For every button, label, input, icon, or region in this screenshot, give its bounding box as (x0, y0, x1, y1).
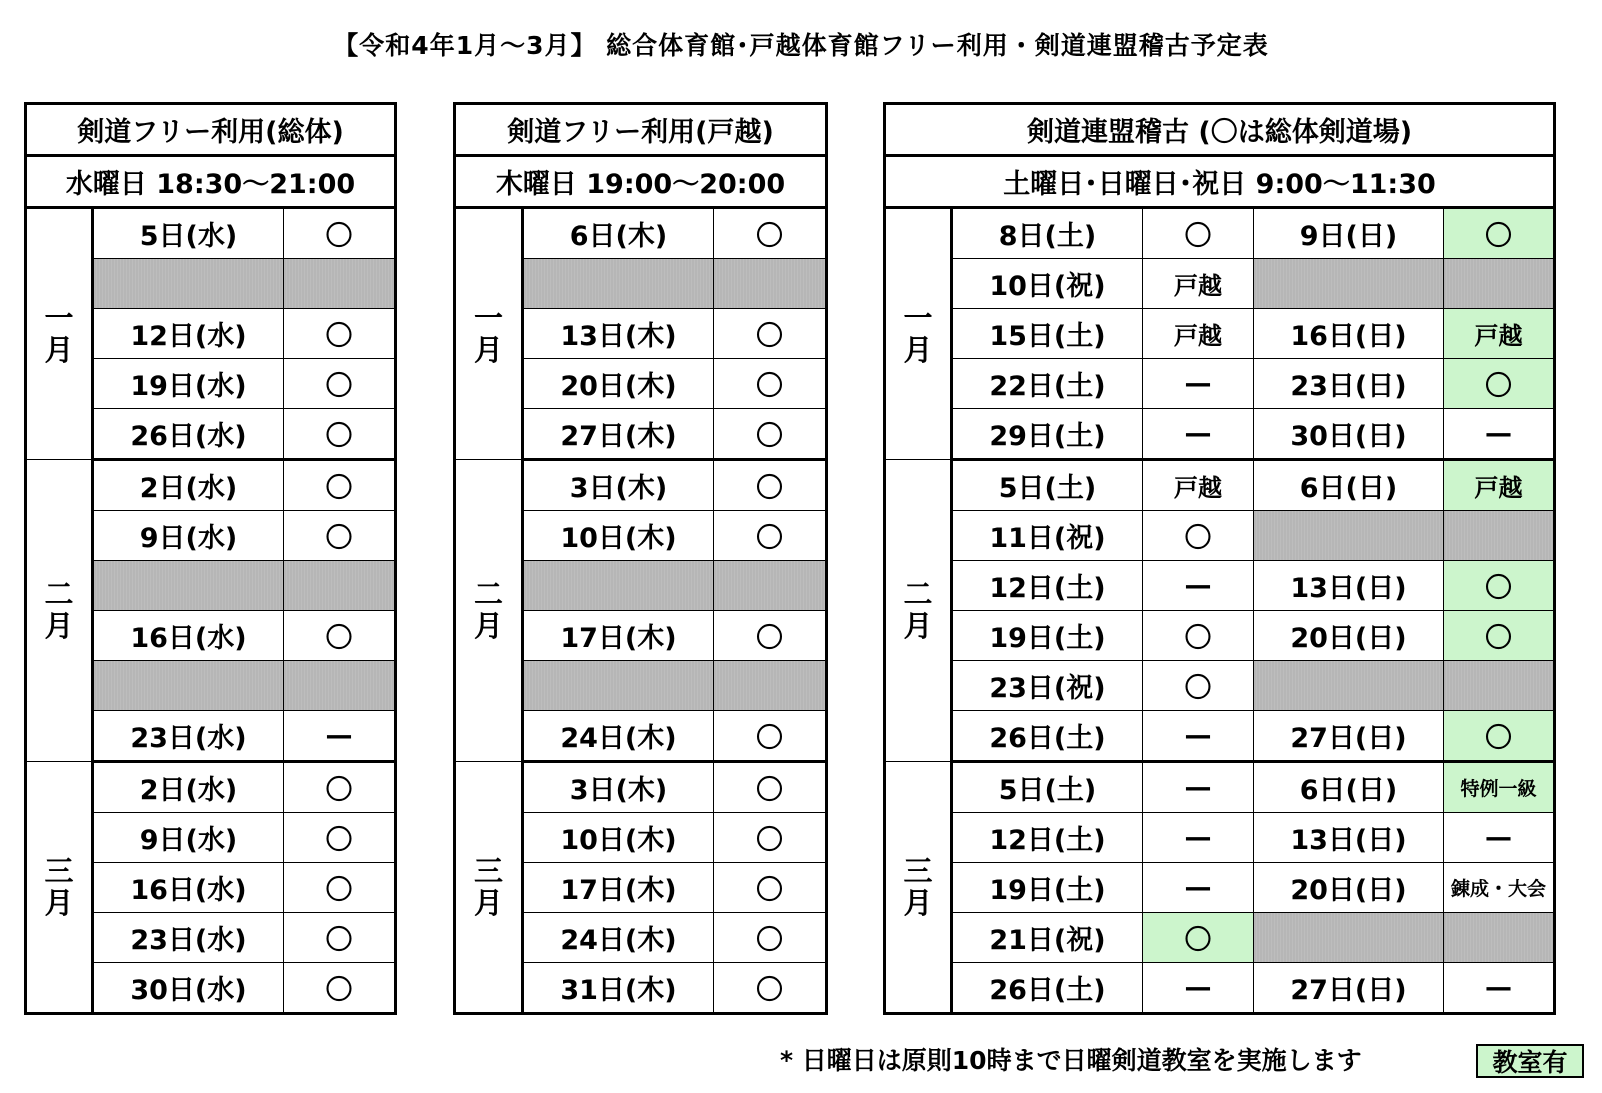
month-label-text: 一 月 (473, 300, 503, 367)
date-cell: 26日(土) (952, 711, 1143, 762)
mark-cell: 〇 (714, 963, 827, 1014)
table-row (26, 762, 396, 813)
mark-cell: 〇 (284, 359, 396, 409)
mark-cell: — (1143, 963, 1254, 1014)
table-row (455, 460, 827, 511)
table-row (885, 913, 1555, 963)
month-label-text: 二 月 (44, 577, 74, 643)
empty-cell (523, 661, 714, 711)
empty-cell (714, 661, 827, 711)
date-cell: 27日(日) (1254, 711, 1444, 762)
mark-cell: 〇 (714, 813, 827, 863)
table-title: 剣道フリー利用(戸越) (455, 104, 827, 156)
date-cell: 9日(日) (1254, 208, 1444, 259)
month-label (455, 460, 523, 762)
mark-cell: 〇 (1444, 359, 1555, 409)
mark-cell: 〇 (284, 963, 396, 1014)
table-schedule: 水曜日 18:30～21:00 (26, 156, 396, 208)
mark-cell: 〇 (1143, 208, 1254, 259)
date-cell: 23日(祝) (952, 661, 1143, 711)
mark-cell: 〇 (284, 309, 396, 359)
table-row (885, 561, 1555, 611)
month-label (455, 208, 523, 460)
date-cell: 26日(土) (952, 963, 1143, 1014)
empty-cell (1444, 259, 1555, 309)
date-cell: 24日(木) (523, 711, 714, 762)
table-row (885, 208, 1555, 259)
mark-cell: 〇 (714, 511, 827, 561)
mark-cell: 〇 (714, 762, 827, 813)
mark-cell: 〇 (284, 762, 396, 813)
date-cell: 10日(木) (523, 813, 714, 863)
empty-cell (284, 259, 396, 309)
table-row (885, 309, 1555, 359)
date-cell: 20日(日) (1254, 611, 1444, 661)
mark-cell: 〇 (284, 913, 396, 963)
month-label (885, 208, 952, 460)
date-cell: 5日(水) (93, 208, 284, 259)
date-cell: 11日(祝) (952, 511, 1143, 561)
date-cell: 19日(水) (93, 359, 284, 409)
table-title: 剣道連盟稽古 (〇は総体剣道場) (885, 104, 1555, 156)
date-cell: 17日(木) (523, 611, 714, 661)
table-row (455, 762, 827, 813)
date-cell: 22日(土) (952, 359, 1143, 409)
mark-cell: — (1143, 409, 1254, 460)
renmei-table (883, 102, 1556, 1015)
mark-cell: 〇 (284, 813, 396, 863)
date-cell: 6日(木) (523, 208, 714, 259)
date-cell: 12日(土) (952, 813, 1143, 863)
month-label-text: 三 月 (473, 853, 503, 920)
date-cell: 17日(木) (523, 863, 714, 913)
table-row (885, 762, 1555, 813)
date-cell: 27日(木) (523, 409, 714, 460)
table-row (885, 460, 1555, 511)
mark-cell: 戸越 (1143, 259, 1254, 309)
date-cell: 10日(木) (523, 511, 714, 561)
date-cell: 13日(日) (1254, 561, 1444, 611)
mark-cell: 錬成・大会 (1444, 863, 1555, 913)
mark-cell: 〇 (714, 863, 827, 913)
date-cell: 2日(水) (93, 762, 284, 813)
empty-cell (1444, 913, 1555, 963)
empty-cell (93, 561, 284, 611)
table-row (885, 359, 1555, 409)
month-label-text: 三 月 (903, 853, 933, 920)
date-cell: 13日(日) (1254, 813, 1444, 863)
mark-cell: 〇 (714, 208, 827, 259)
month-label (26, 762, 93, 1014)
empty-cell (284, 661, 396, 711)
sokutai-free-table (24, 102, 397, 1015)
empty-cell (523, 259, 714, 309)
date-cell: 2日(水) (93, 460, 284, 511)
mark-cell: 〇 (714, 460, 827, 511)
date-cell: 13日(木) (523, 309, 714, 359)
mark-cell: 〇 (1143, 511, 1254, 561)
date-cell: 23日(日) (1254, 359, 1444, 409)
empty-cell (714, 259, 827, 309)
empty-cell (1254, 913, 1444, 963)
empty-cell (1254, 511, 1444, 561)
mark-cell: 〇 (1143, 913, 1254, 963)
page-title: 【令和4年1月～3月】 総合体育館･戸越体育館フリー利用・剣道連盟稽古予定表 (333, 31, 1269, 60)
mark-cell: — (1143, 711, 1254, 762)
month-label-text: 二 月 (903, 577, 933, 643)
mark-cell: 〇 (1444, 611, 1555, 661)
mark-cell: 特例一級 (1444, 762, 1555, 813)
month-label-text: 二 月 (473, 577, 503, 643)
month-label (885, 460, 952, 762)
date-cell: 12日(水) (93, 309, 284, 359)
mark-cell: — (1444, 963, 1555, 1014)
date-cell: 16日(水) (93, 611, 284, 661)
mark-cell: 〇 (284, 511, 396, 561)
date-cell: 19日(土) (952, 611, 1143, 661)
date-cell: 31日(木) (523, 963, 714, 1014)
table-row (885, 511, 1555, 561)
mark-cell: 〇 (1143, 661, 1254, 711)
date-cell: 6日(日) (1254, 460, 1444, 511)
empty-cell (93, 259, 284, 309)
date-cell: 9日(水) (93, 511, 284, 561)
month-label-text: 一 月 (44, 300, 74, 367)
date-cell: 8日(土) (952, 208, 1143, 259)
table-row (885, 813, 1555, 863)
date-cell: 23日(水) (93, 913, 284, 963)
empty-cell (714, 561, 827, 611)
mark-cell: — (284, 711, 396, 762)
table-row (885, 611, 1555, 661)
date-cell: 30日(水) (93, 963, 284, 1014)
footnote: * 日曜日は原則10時まで日曜剣道教室を実施します (780, 1046, 1362, 1075)
mark-cell: 〇 (714, 611, 827, 661)
date-cell: 9日(水) (93, 813, 284, 863)
mark-cell: 〇 (714, 409, 827, 460)
table-row (885, 863, 1555, 913)
empty-cell (1444, 661, 1555, 711)
date-cell: 23日(水) (93, 711, 284, 762)
mark-cell: 〇 (714, 309, 827, 359)
legend-classroom: 教室有 (1476, 1044, 1584, 1078)
date-cell: 5日(土) (952, 762, 1143, 813)
mark-cell: 戸越 (1444, 309, 1555, 359)
table-row (26, 460, 396, 511)
table-row (885, 963, 1555, 1014)
date-cell: 29日(土) (952, 409, 1143, 460)
date-cell: 3日(木) (523, 762, 714, 813)
date-cell: 24日(木) (523, 913, 714, 963)
date-cell: 16日(日) (1254, 309, 1444, 359)
empty-cell (93, 661, 284, 711)
togoshi-free-table (453, 102, 828, 1015)
date-cell: 27日(日) (1254, 963, 1444, 1014)
table-schedule: 土曜日･日曜日･祝日 9:00～11:30 (885, 156, 1555, 208)
table-row (26, 208, 396, 259)
mark-cell: — (1444, 813, 1555, 863)
date-cell: 30日(日) (1254, 409, 1444, 460)
date-cell: 16日(水) (93, 863, 284, 913)
mark-cell: 戸越 (1444, 460, 1555, 511)
mark-cell: — (1143, 762, 1254, 813)
mark-cell: — (1143, 359, 1254, 409)
mark-cell: — (1143, 863, 1254, 913)
empty-cell (1444, 511, 1555, 561)
mark-cell: 〇 (714, 711, 827, 762)
mark-cell: 戸越 (1143, 460, 1254, 511)
mark-cell: 〇 (284, 208, 396, 259)
date-cell: 20日(日) (1254, 863, 1444, 913)
mark-cell: 〇 (714, 913, 827, 963)
mark-cell: 〇 (1444, 208, 1555, 259)
month-label (455, 762, 523, 1014)
date-cell: 3日(木) (523, 460, 714, 511)
date-cell: 20日(木) (523, 359, 714, 409)
month-label (26, 208, 93, 460)
month-label (26, 460, 93, 762)
table-row (885, 409, 1555, 460)
month-label (885, 762, 952, 1014)
mark-cell: 〇 (714, 359, 827, 409)
table-row (455, 208, 827, 259)
date-cell: 6日(日) (1254, 762, 1444, 813)
date-cell: 10日(祝) (952, 259, 1143, 309)
empty-cell (1254, 661, 1444, 711)
empty-cell (1254, 259, 1444, 309)
mark-cell: — (1143, 561, 1254, 611)
date-cell: 19日(土) (952, 863, 1143, 913)
table-schedule: 木曜日 19:00～20:00 (455, 156, 827, 208)
table-row (885, 259, 1555, 309)
date-cell: 12日(土) (952, 561, 1143, 611)
mark-cell: — (1444, 409, 1555, 460)
date-cell: 15日(土) (952, 309, 1143, 359)
month-label-text: 三 月 (44, 853, 74, 920)
table-title: 剣道フリー利用(総体) (26, 104, 396, 156)
mark-cell: 〇 (284, 611, 396, 661)
table-row (885, 711, 1555, 762)
date-cell: 21日(祝) (952, 913, 1143, 963)
mark-cell: 〇 (284, 460, 396, 511)
empty-cell (284, 561, 396, 611)
empty-cell (523, 561, 714, 611)
mark-cell: 〇 (1444, 561, 1555, 611)
month-label-text: 一 月 (903, 300, 933, 367)
mark-cell: 〇 (1444, 711, 1555, 762)
mark-cell: — (1143, 813, 1254, 863)
table-row (885, 661, 1555, 711)
date-cell: 26日(水) (93, 409, 284, 460)
mark-cell: 〇 (1143, 611, 1254, 661)
mark-cell: 戸越 (1143, 309, 1254, 359)
mark-cell: 〇 (284, 409, 396, 460)
date-cell: 5日(土) (952, 460, 1143, 511)
mark-cell: 〇 (284, 863, 396, 913)
